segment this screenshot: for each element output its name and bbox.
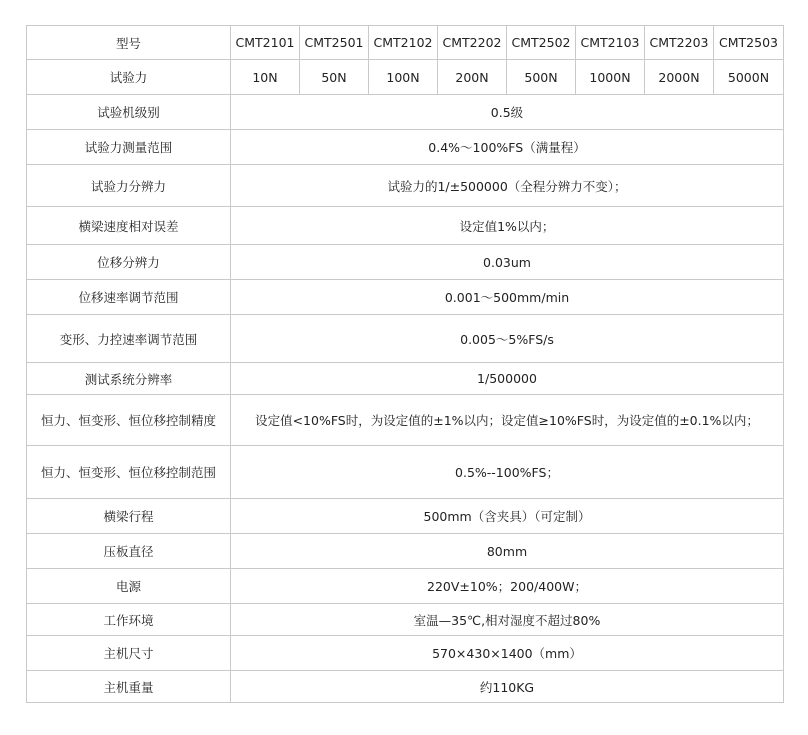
row-value-cell: 500N <box>507 60 576 95</box>
row-label: 位移分辨力 <box>27 245 231 280</box>
table-row <box>27 95 784 130</box>
row-label: 电源 <box>27 569 231 604</box>
row-value: 0.005～5%FS/s <box>231 315 784 363</box>
row-value: 0.5级 <box>231 95 784 130</box>
row-value-cell: CMT2203 <box>645 26 714 60</box>
table-row <box>27 499 784 534</box>
row-value-cell: 2000N <box>645 60 714 95</box>
row-value-cell: CMT2503 <box>714 26 784 60</box>
row-label: 试验力测量范围 <box>27 130 231 165</box>
table-row <box>27 636 784 671</box>
row-value: 0.001～500mm/min <box>231 280 784 315</box>
row-value: 1/500000 <box>231 363 784 395</box>
row-label: 压板直径 <box>27 534 231 569</box>
table-row <box>27 671 784 703</box>
row-label: 工作环境 <box>27 604 231 636</box>
row-label: 主机尺寸 <box>27 636 231 671</box>
row-value: 室温—35℃,相对湿度不超过80% <box>231 604 784 636</box>
row-value: 570×430×1400（mm） <box>231 636 784 671</box>
row-value-cell: 100N <box>369 60 438 95</box>
row-label: 恒力、恒变形、恒位移控制精度 <box>27 395 231 446</box>
row-value-cell: CMT2501 <box>300 26 369 60</box>
table-row <box>27 130 784 165</box>
row-label: 位移速率调节范围 <box>27 280 231 315</box>
row-label: 试验力 <box>27 60 231 95</box>
row-value: 约110KG <box>231 671 784 703</box>
row-label: 恒力、恒变形、恒位移控制范围 <box>27 446 231 499</box>
table-row <box>27 280 784 315</box>
row-value: 设定值<10%FS时，为设定值的±1%以内；设定值≥10%FS时，为设定值的±0.1%以内； <box>231 395 784 446</box>
row-value: 220V±10%；200/400W； <box>231 569 784 604</box>
table-row <box>27 604 784 636</box>
spec-table-body <box>27 26 784 703</box>
row-label: 试验力分辨力 <box>27 165 231 207</box>
row-value-cell: CMT2502 <box>507 26 576 60</box>
spec-table <box>26 25 784 703</box>
row-label: 横梁行程 <box>27 499 231 534</box>
row-value-cell: 10N <box>231 60 300 95</box>
row-label: 横梁速度相对误差 <box>27 207 231 245</box>
table-row <box>27 534 784 569</box>
row-value: 设定值1%以内； <box>231 207 784 245</box>
row-label: 变形、力控速率调节范围 <box>27 315 231 363</box>
row-value-cell: CMT2101 <box>231 26 300 60</box>
row-value-cell: CMT2202 <box>438 26 507 60</box>
table-row <box>27 569 784 604</box>
row-value-cell: CMT2102 <box>369 26 438 60</box>
row-value-cell: 1000N <box>576 60 645 95</box>
table-row <box>27 245 784 280</box>
table-row <box>27 165 784 207</box>
table-row <box>27 315 784 363</box>
row-value: 80mm <box>231 534 784 569</box>
row-value-cell: 5000N <box>714 60 784 95</box>
table-row <box>27 26 784 60</box>
row-value-cell: CMT2103 <box>576 26 645 60</box>
row-label: 型号 <box>27 26 231 60</box>
row-value: 0.4%～100%FS（满量程） <box>231 130 784 165</box>
table-row <box>27 446 784 499</box>
row-label: 测试系统分辨率 <box>27 363 231 395</box>
row-value: 500mm（含夹具）（可定制） <box>231 499 784 534</box>
row-label: 主机重量 <box>27 671 231 703</box>
row-value-cell: 200N <box>438 60 507 95</box>
table-row <box>27 363 784 395</box>
row-label: 试验机级别 <box>27 95 231 130</box>
table-row <box>27 207 784 245</box>
table-row <box>27 60 784 95</box>
row-value-cell: 50N <box>300 60 369 95</box>
row-value: 0.03um <box>231 245 784 280</box>
row-value: 0.5%--100%FS； <box>231 446 784 499</box>
table-row <box>27 395 784 446</box>
row-value: 试验力的1/±500000（全程分辨力不变）； <box>231 165 784 207</box>
